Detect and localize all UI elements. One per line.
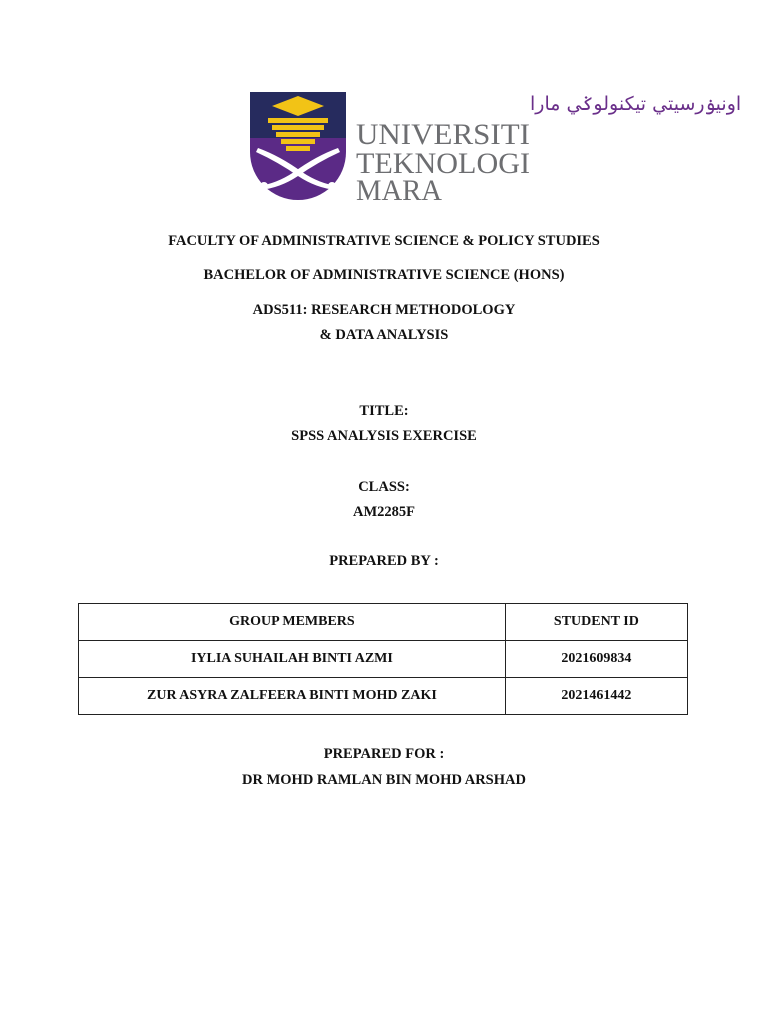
crest-stripe (272, 125, 324, 130)
table-row (79, 678, 688, 715)
logo-line-mara: MARA (356, 174, 443, 207)
course-line-2: & DATA ANALYSIS (319, 327, 449, 343)
prepared-for-label: PREPARED FOR : (323, 746, 445, 762)
course-line-1: ADS511: RESEARCH METHODOLOGY (252, 302, 516, 318)
logo-line-teknologi: TEKNOLOGI (356, 147, 530, 180)
faculty-heading: FACULTY OF ADMINISTRATIVE SCIENCE & POLICY STUDIES (168, 233, 600, 249)
logo-jawi-text: اونيۏرسيتي تيكنولوݢي مارا (530, 93, 742, 115)
crest-stripe (276, 132, 320, 137)
member-student-id: 2021461442 (505, 678, 687, 715)
crest-stripe (268, 118, 328, 123)
class-value: AM2285F (352, 504, 415, 520)
title-label: TITLE: (359, 403, 409, 419)
member-student-id: 2021609834 (505, 641, 687, 678)
group-members-table (78, 603, 688, 715)
header-group-members: GROUP MEMBERS (79, 604, 506, 641)
title-value: SPSS ANALYSIS EXERCISE (291, 428, 477, 444)
uitm-logo (250, 90, 742, 207)
prepared-for-value: DR MOHD RAMLAN BIN MOHD ARSHAD (242, 772, 526, 788)
member-name: ZUR ASYRA ZALFEERA BINTI MOHD ZAKI (79, 678, 506, 715)
crest-keris-hilt (260, 182, 268, 190)
prepared-by-label: PREPARED BY : (329, 553, 439, 569)
table-row (79, 641, 688, 678)
uitm-logo-graphic (250, 90, 742, 207)
logo-line-universiti: UNIVERSITI (356, 118, 530, 151)
table-header-row (79, 604, 688, 641)
programme-heading: BACHELOR OF ADMINISTRATIVE SCIENCE (HONS) (203, 267, 565, 283)
crest-keris-hilt (328, 182, 336, 190)
header-student-id: STUDENT ID (505, 604, 687, 641)
crest-stripe (286, 146, 310, 151)
crest-stripe (281, 139, 315, 144)
member-name: IYLIA SUHAILAH BINTI AZMI (79, 641, 506, 678)
class-label: CLASS: (358, 479, 410, 495)
